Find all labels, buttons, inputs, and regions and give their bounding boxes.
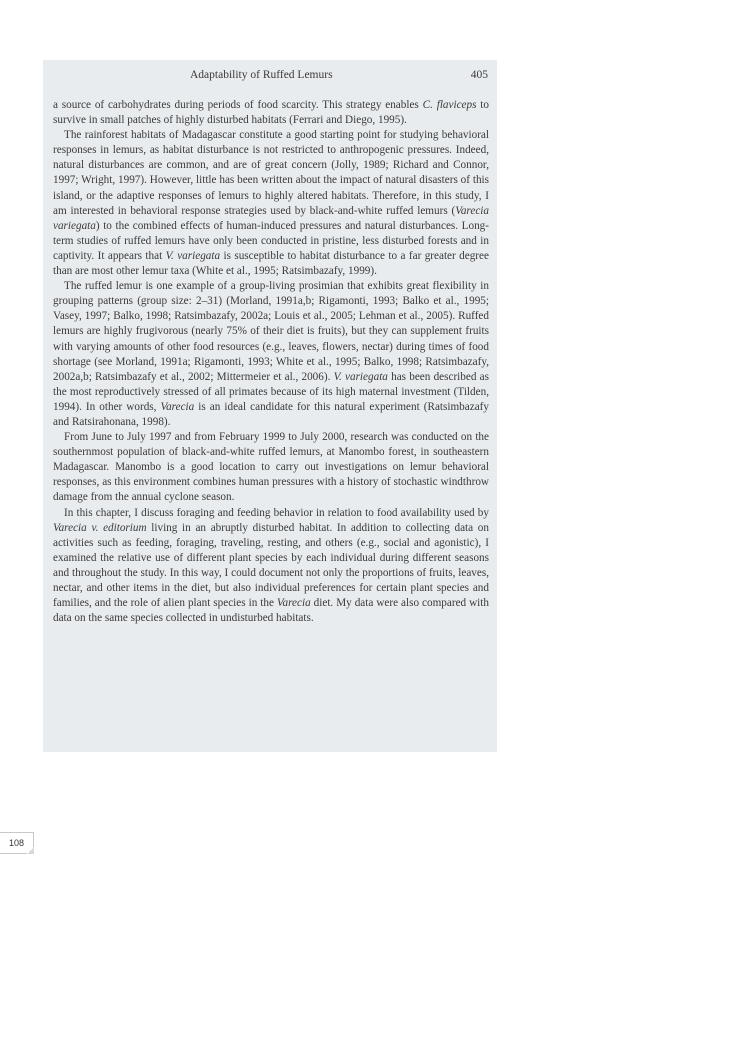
italic-taxon: Varecia v. editorium — [53, 521, 147, 534]
italic-taxon: V. variegata — [333, 370, 388, 383]
body-text — [53, 98, 489, 626]
paragraph: a source of carbohydrates during periods of food scarcity. This strategy enables C. flaviceps to survive in small patches of highly disturbed habitats (Ferrari and Diego, 1995). — [53, 99, 490, 127]
italic-taxon: Varecia variegata — [53, 204, 489, 232]
paragraph: The rainforest habitats of Madagascar constitute a good starting point for studying behavioral responses in lemurs, as habitat disturbance is not restricted to anthropogenic pressures. Indeed, natural disturbances are common, and are of great concern (Jolly, 1989; Richard and Connor, 1997; Wright, 1997). However, little has been written about the impact of natural disasters of this island, or the adaptive responses of lemurs to highly altered habitats. Therefore, in this study, I am interested in behavioral response strategies used by black-and-white ruffed lemurs (Varecia variegata) to the combined effects of human-induced pressures and natural disturbances. Long-term studies of ruffed lemurs have only been conducted in pristine, less disturbed forests and in captivity. It appears that V. variegata is susceptible to habitat disturbance to a far greater degree than are most other lemur taxa (White et al., 1995; Ratsimbazafy, 1999). — [53, 129, 489, 278]
paragraph: From June to July 1997 and from February 1999 to July 2000, research was conducted on the southernmost population of black-and-white ruffed lemurs, at Manombo forest, in southeastern Madagascar. Manombo is a good location to carry out investigations on lemur behavioral responses, as this environment combines human pressures with a history of stochastic windthrow damage from the annual cyclone season. — [53, 431, 489, 504]
italic-taxon: Varecia — [276, 597, 311, 610]
paragraph: The ruffed lemur is one example of a group-living prosimian that exhibits great flexibility in grouping patterns (group size: 2–31) (Morland, 1991a,b; Rigamonti, 1993; Balko et al., 1995; Vasey, 1997; Balko, 1998; Ratsimbazafy, 2002a; Louis et al., 2005; Lehman et al., 2005). Ruffed lemurs are highly frugivorous (nearly 75% of their diet is fruits), but they can supplement fruits with varying amounts of other food resources (e.g., leaves, flowers, nectar) during times of food shortage (see Morland, 1991a; Rigamonti, 1993; White et al., 1995; Balko, 1998; Ratsimbazafy, 2002a,b; Ratsimbazafy et al., 2002; Mittermeier et al., 2006). V. variegata has been described as the most reproductively stressed of all primates because of its high maternal investment (Tilden, 1994). In other words, Varecia is an ideal candidate for this natural experiment (Ratsimbazafy and Ratsirahonana, 1998). — [53, 280, 489, 428]
italic-taxon: C. flaviceps — [422, 99, 477, 111]
italic-taxon: V. variegata — [165, 249, 221, 262]
italic-taxon: Varecia — [160, 400, 195, 413]
paragraph: In this chapter, I discuss foraging and feeding behavior in relation to food availability used by Varecia v. editorium living in an abruptly disturbed habitat. In addition to collecting data on activities such as feeding, foraging, traveling, resting, and others (e.g., social and agonistic), I examined the relative use of different plant species by each individual during different seasons and throughout the study. In this way, I could document not only the proportions of fruits, leaves, nectar, and other items in the diet, but also individual preferences for certain plant species and families, and the role of alien plant species in the Varecia diet. My data were also compared with data on the same species collected in undisturbed habitats. — [53, 506, 489, 625]
page-number: 405 — [470, 69, 488, 81]
side-page-marker[interactable]: 108 — [0, 832, 34, 854]
running-title: Adaptability of Ruffed Lemurs — [190, 69, 333, 81]
